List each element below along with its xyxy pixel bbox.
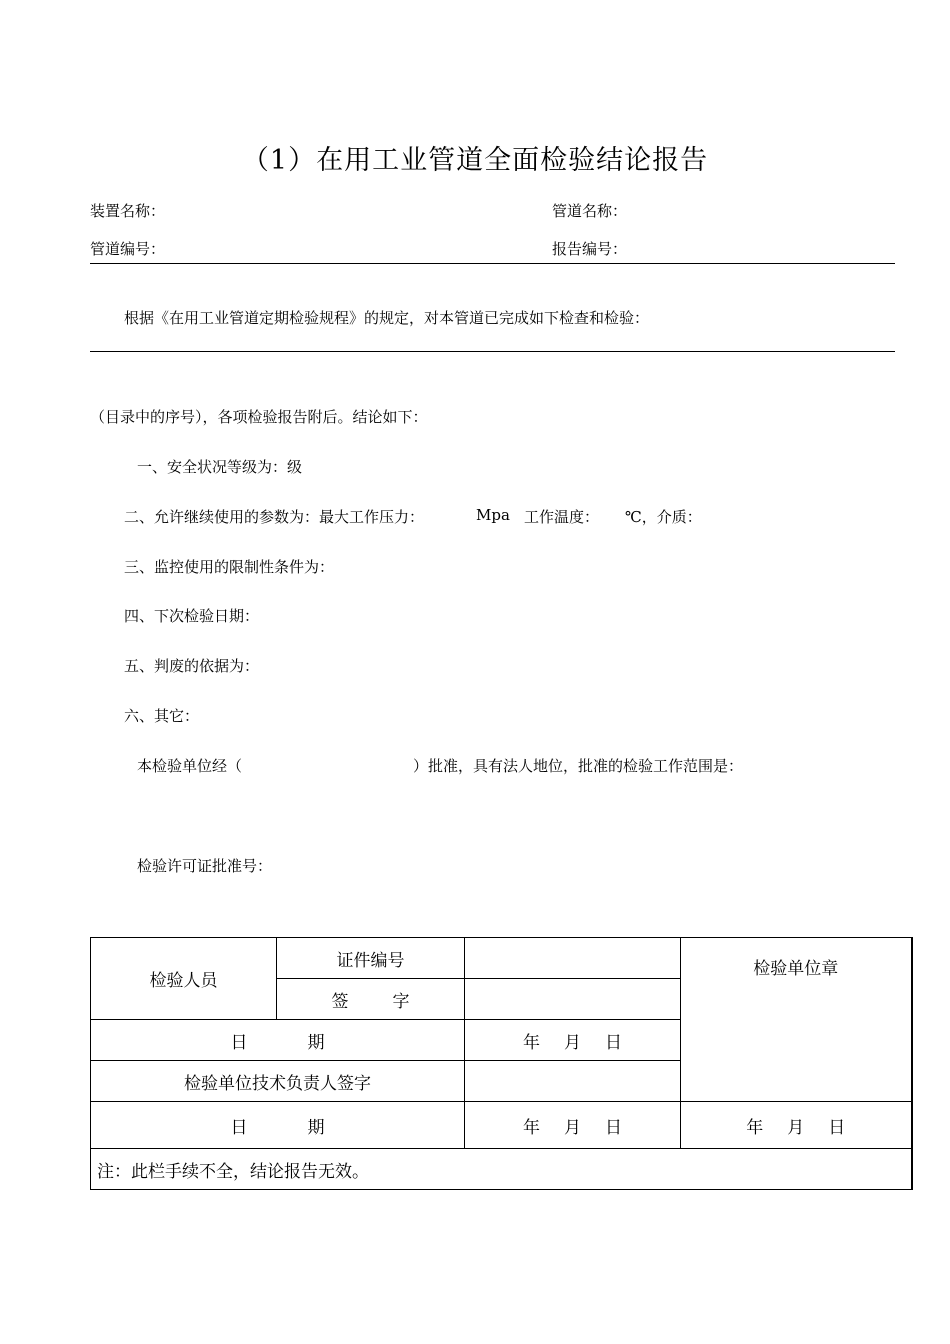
device-name-label: 装置名称：: [90, 202, 166, 220]
unit-celsius-medium: ℃，介质：: [625, 508, 702, 526]
next-inspection-date: 四、下次检验日期：: [124, 607, 260, 625]
date-value-2: 年 月 日: [465, 1102, 681, 1149]
approval-prefix: 本检验单位经（: [137, 757, 243, 775]
limit-conditions: 三、监控使用的限制性条件为：: [124, 558, 335, 576]
license-label: 检验许可证批准号：: [137, 857, 273, 875]
allowed-params-prefix: 二、允许继续使用的参数为：最大工作压力：: [124, 508, 425, 526]
table-note: 注：此栏手续不全，结论报告无效。: [91, 1149, 912, 1190]
safety-level: 一、安全状况等级为：级: [137, 458, 303, 476]
pipe-name-label: 管道名称：: [552, 202, 628, 220]
approval-suffix: ）批准，具有法人地位，批准的检验工作范围是：: [413, 757, 744, 775]
page-title: （1）在用工业管道全面检验结论报告: [241, 145, 709, 176]
seal-date: 年 月 日: [681, 1102, 912, 1149]
pipe-no-label: 管道编号：: [90, 240, 166, 258]
scrap-basis: 五、判废的依据为：: [124, 657, 260, 675]
signature-table: [90, 937, 913, 1190]
sign-label: 签 字: [277, 979, 465, 1020]
header-rule: [90, 263, 895, 264]
others: 六、其它：: [124, 707, 200, 725]
report-no-label: 报告编号：: [552, 240, 628, 258]
tech-sign-field: [465, 1061, 681, 1102]
seal-label: 检验单位章: [753, 959, 839, 979]
inspector-label: 检验人员: [91, 938, 277, 1020]
date-label-1: 日 期: [91, 1020, 465, 1061]
fill-line-rule: [90, 351, 895, 352]
cert-no-field: [465, 938, 681, 979]
unit-mpa: Mpa: [476, 506, 510, 524]
sign-field: [465, 979, 681, 1020]
date-label-2: 日 期: [91, 1102, 465, 1149]
tech-sign-label: 检验单位技术负责人签字: [91, 1061, 465, 1102]
catalog-line: （目录中的序号），各项检验报告附后。结论如下：: [90, 408, 428, 426]
work-temp-label: 工作温度：: [524, 508, 600, 526]
cert-no-label: 证件编号: [277, 938, 465, 979]
date-value-1: 年 月 日: [465, 1020, 681, 1061]
seal-cell: [681, 938, 912, 1102]
intro-text: 根据《在用工业管道定期检验规程》的规定，对本管道已完成如下检查和检验：: [124, 309, 650, 327]
